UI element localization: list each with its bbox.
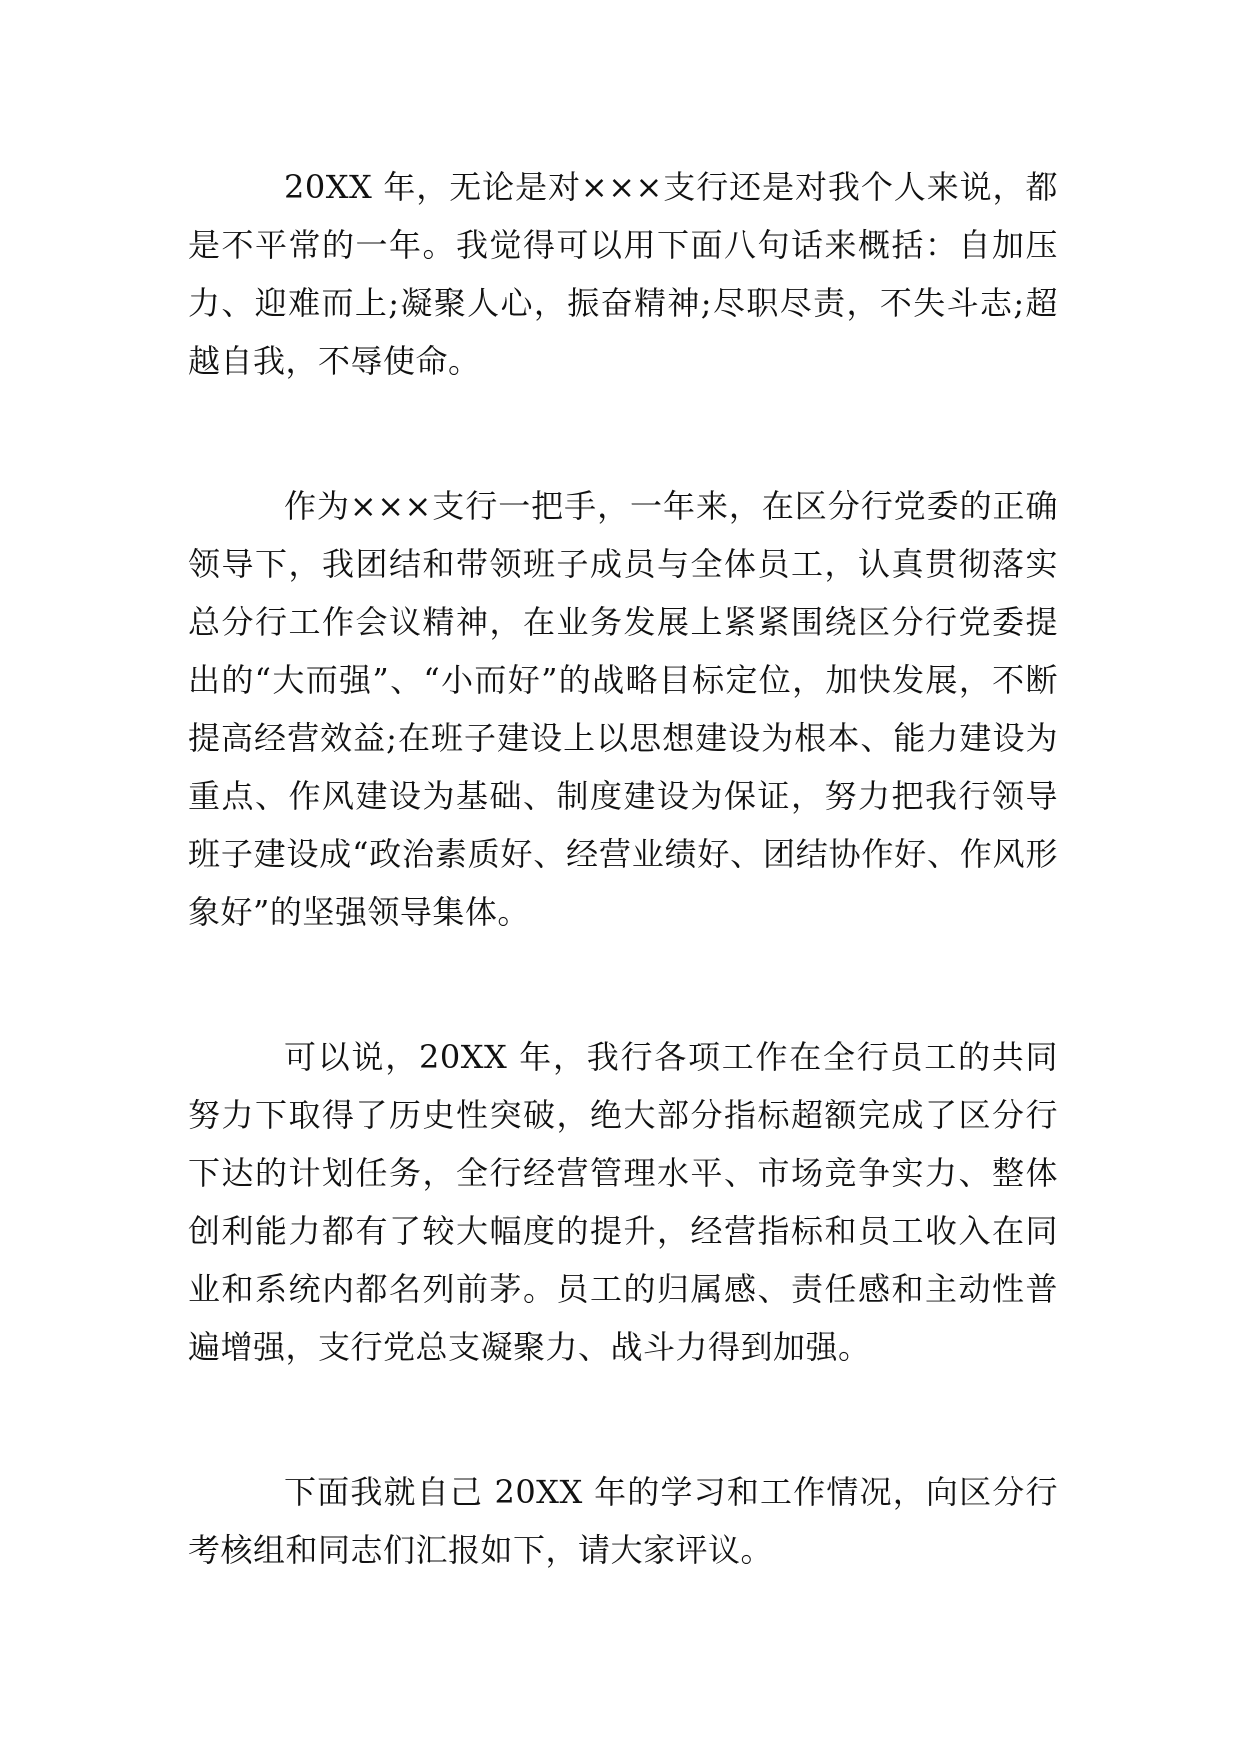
paragraph-2: 作为×××支行一把手，一年来，在区分行党委的正确领导下，我团结和带领班子成员与全体员工，认真贯彻落实总分行工作会议精神，在业务发展上紧紧围绕区分行党委提出的“大而强”、“小而好”的战略目标定位，加快发展，不断提高经营效益;在班子建设上以思想建设为根本、能力建设为重点、作风建设为基础、制度建设为保证，努力把我行领导班子建设成“政治素质好、经营业绩好、团结协作好、作风形象好”的坚强领导集体。: [188, 487, 1058, 931]
paragraph-3: 可以说，20XX 年，我行各项工作在全行员工的共同努力下取得了历史性突破，绝大部分指标超额完成了区分行下达的计划任务，全行经营管理水平、市场竞争实力、整体创利能力都有了较大幅度的提升，经营指标和员工收入在同业和系统内都名列前茅。员工的归属感、责任感和主动性普遍增强，支行党总支凝聚力、战斗力得到加强。: [188, 1038, 1058, 1366]
document-body: [188, 158, 1058, 1666]
paragraph-1: 20XX 年，无论是对×××支行还是对我个人来说，都是不平常的一年。我觉得可以用下面八句话来概括：自加压力、迎难而上;凝聚人心，振奋精神;尽职尽责，不失斗志;超越自我，不辱使命。: [188, 168, 1058, 380]
paragraph-4: 下面我就自己 20XX 年的学习和工作情况，向区分行考核组和同志们汇报如下，请大家评议。: [188, 1473, 1058, 1569]
